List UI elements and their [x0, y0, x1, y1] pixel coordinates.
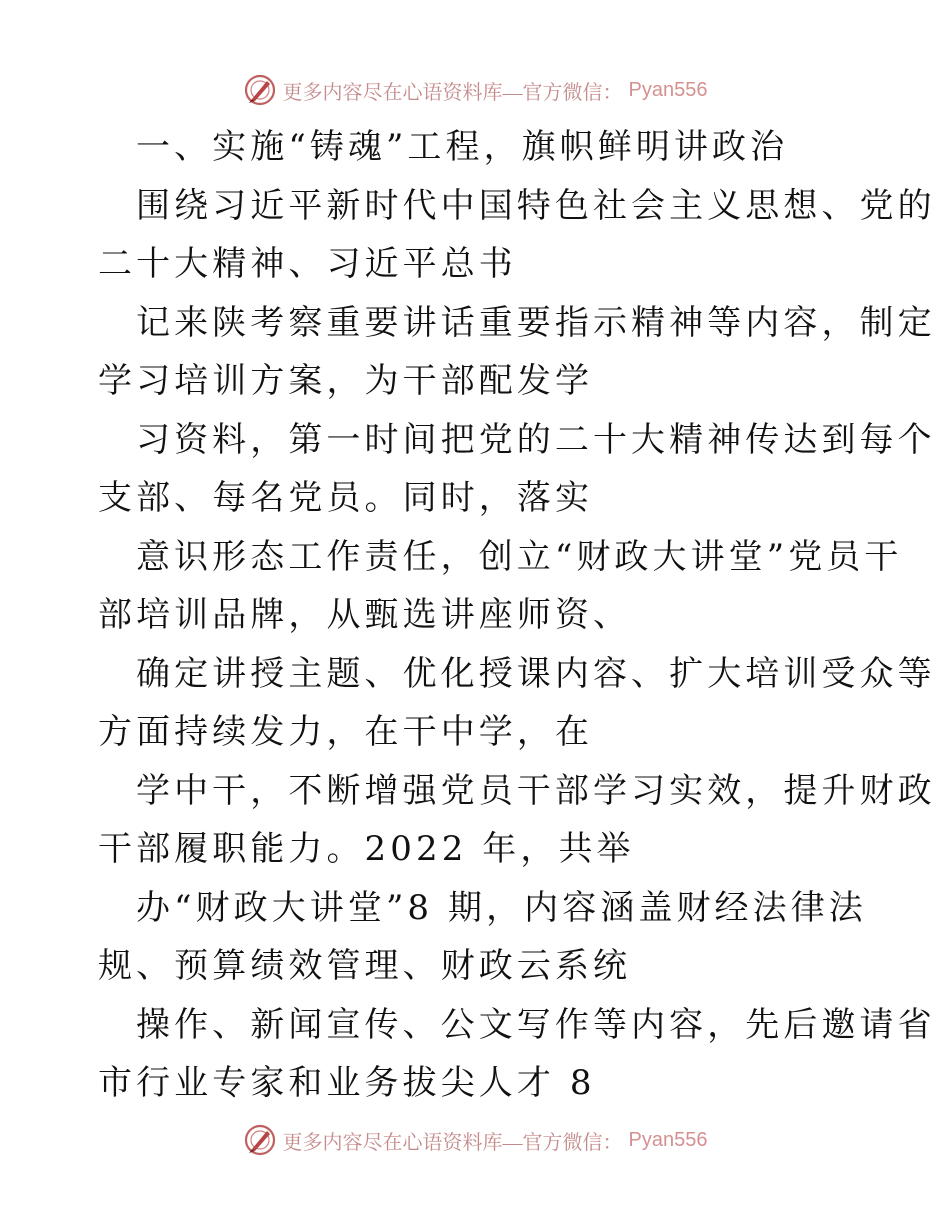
watermark-content: [243, 1123, 708, 1157]
header-watermark: [0, 70, 950, 110]
document-line: 市行业专家和业务拔尖人才 8: [98, 1063, 596, 1103]
document-line: 二十大精神、习近平总书: [98, 244, 517, 284]
watermark-wechat-id: Pyan556: [628, 1128, 708, 1151]
document-line: 操作、新闻宣传、公文写作等内容，先后邀请省: [136, 1004, 936, 1045]
document-body: [98, 118, 936, 1113]
document-line: 习资料，第一时间把党的二十大精神传达到每个: [136, 419, 936, 460]
footer-watermark: [0, 1120, 950, 1160]
watermark-text: 更多内容尽在心语资料库—官方微信：: [282, 81, 623, 104]
document-line: 规、预算绩效管理、财政云系统: [98, 946, 632, 986]
document-line: 办“财政大讲堂”8 期，内容涵盖财经法律法: [136, 887, 867, 928]
document-line: 干部履职能力。2022 年，共举: [98, 829, 635, 869]
watermark-wechat-id: Pyan556: [628, 78, 708, 101]
document-line: 意识形态工作责任，创立“财政大讲堂”党员干: [136, 536, 903, 577]
document-line: 记来陕考察重要讲话重要指示精神等内容，制定: [136, 302, 936, 343]
document-line: 围绕习近平新时代中国特色社会主义思想、党的: [136, 185, 936, 226]
quill-pen-logo-icon: [243, 73, 277, 107]
document-line: 学习培训方案，为干部配发学: [98, 361, 594, 401]
watermark-content: [243, 73, 708, 107]
document-line: 一、实施“铸魂”工程，旗帜鲜明讲政治: [136, 127, 789, 167]
document-line: 学中干，不断增强党员干部学习实效，提升财政: [136, 770, 936, 811]
quill-pen-logo-icon: [243, 1123, 277, 1157]
document-line: 支部、每名党员。同时，落实: [98, 478, 594, 518]
watermark-text: 更多内容尽在心语资料库—官方微信：: [282, 1131, 623, 1154]
document-line: 确定讲授主题、优化授课内容、扩大培训受众等: [136, 653, 936, 694]
document-line: 部培训品牌，从甄选讲座师资、: [98, 595, 632, 635]
document-line: 方面持续发力，在干中学，在: [98, 712, 594, 752]
